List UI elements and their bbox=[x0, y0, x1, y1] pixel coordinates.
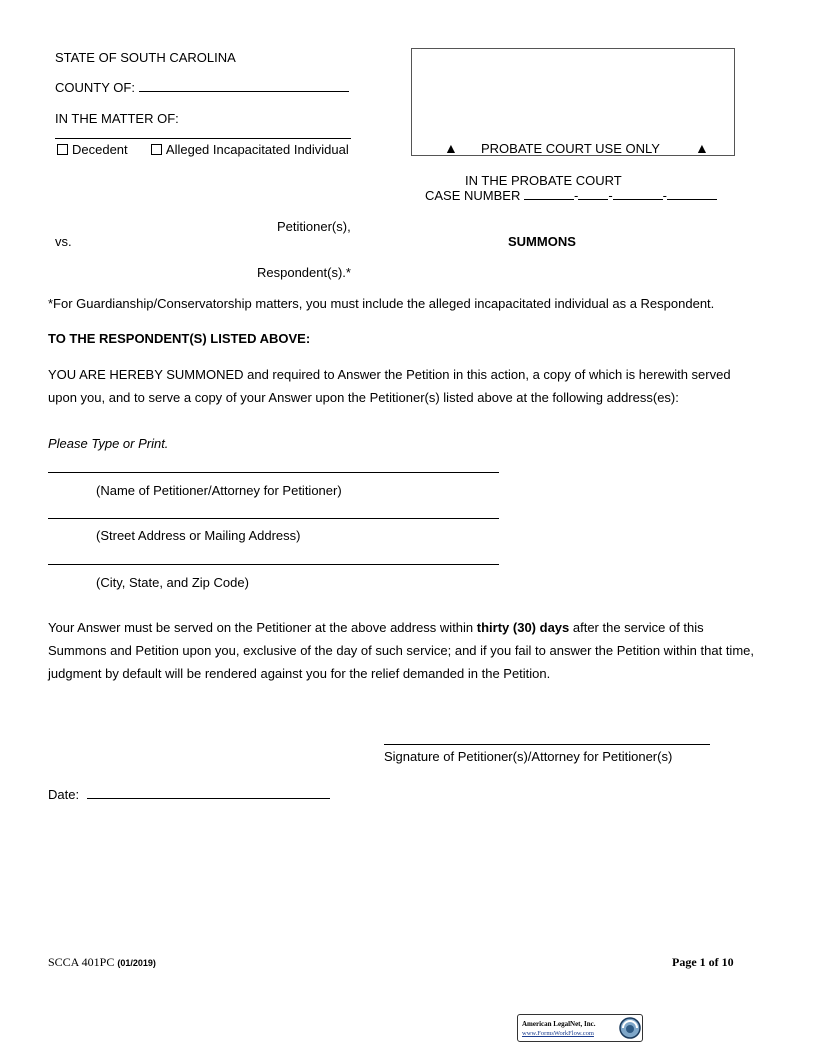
state-line bbox=[55, 50, 236, 65]
decedent-checkbox[interactable] bbox=[57, 144, 68, 155]
page-current: 1 bbox=[699, 955, 706, 969]
respondent-label: Respondent(s).* bbox=[257, 265, 351, 280]
signature-caption: Signature of Petitioner(s)/Attorney for Petitioner(s) bbox=[384, 749, 673, 764]
triangle-up-icon: ▲ bbox=[695, 140, 709, 156]
county-line bbox=[55, 80, 349, 95]
triangle-up-icon: ▲ bbox=[444, 140, 458, 156]
probate-court-use-box bbox=[411, 48, 735, 156]
case-number-field-2[interactable] bbox=[578, 188, 608, 200]
signature-field[interactable] bbox=[384, 744, 710, 745]
petitioner-name-field[interactable] bbox=[48, 472, 499, 473]
petitioner-name-caption: (Name of Petitioner/Attorney for Petitioner) bbox=[96, 483, 342, 498]
american-legalnet-logo bbox=[517, 1014, 643, 1042]
page-total: 10 bbox=[721, 955, 734, 969]
logo-url: www.FormsWorkFlow.com bbox=[522, 1030, 594, 1037]
case-number-field-1[interactable] bbox=[524, 188, 574, 200]
court-name: IN THE PROBATE COURT bbox=[465, 173, 622, 188]
page-of: of bbox=[708, 955, 719, 969]
page-word: Page bbox=[672, 955, 697, 969]
to-respondents-heading: TO THE RESPONDENT(S) LISTED ABOVE: bbox=[48, 331, 311, 346]
answer-text-2: after the service of this Summons and Petition upon you, exclusive of the day of such service; and if you fail to answer the Petition within that time, judgment by default will be rendered against you for the relief demanded in the Petition. bbox=[48, 620, 754, 681]
street-address-caption: (Street Address or Mailing Address) bbox=[96, 528, 301, 543]
form-code bbox=[48, 955, 156, 970]
incapacitated-label: Alleged Incapacitated Individual bbox=[165, 142, 349, 157]
globe-icon bbox=[619, 1017, 641, 1039]
street-address-field[interactable] bbox=[48, 518, 499, 519]
date-field[interactable] bbox=[87, 787, 330, 799]
case-number-field-4[interactable] bbox=[667, 188, 717, 200]
matter-label: IN THE MATTER OF: bbox=[55, 111, 179, 126]
city-state-zip-field[interactable] bbox=[48, 564, 499, 565]
summons-paragraph: YOU ARE HEREBY SUMMONED and required to Answer the Petition in this action, a copy of which is herewith served upon you, and to serve a copy of your Answer upon the Petitioner(s) listed above at the following address(es): bbox=[48, 367, 731, 405]
page-number bbox=[672, 955, 734, 970]
court-use-label: PROBATE COURT USE ONLY bbox=[481, 141, 660, 156]
city-state-zip-caption: (City, State, and Zip Code) bbox=[96, 575, 249, 590]
form-revision: (01/2019) bbox=[117, 958, 156, 968]
incapacitated-checkbox[interactable] bbox=[151, 144, 162, 155]
matter-line bbox=[55, 111, 179, 126]
date-line bbox=[48, 787, 330, 802]
state-label: STATE OF SOUTH CAROLINA bbox=[55, 50, 236, 65]
case-number-label: CASE NUMBER bbox=[425, 188, 521, 203]
petitioner-label: Petitioner(s), bbox=[277, 219, 351, 234]
case-number-field-3[interactable] bbox=[613, 188, 663, 200]
case-number-line: CASE NUMBER - - - bbox=[425, 188, 717, 203]
guardianship-footnote: *For Guardianship/Conservatorship matters, you must include the alleged incapacitated individual as a Respondent. bbox=[48, 296, 715, 311]
form-title: SUMMONS bbox=[508, 234, 576, 249]
please-type-note: Please Type or Print. bbox=[48, 436, 169, 451]
date-label: Date: bbox=[48, 787, 80, 802]
county-label: COUNTY OF: bbox=[55, 80, 135, 95]
county-field[interactable] bbox=[139, 80, 349, 92]
answer-deadline: thirty (30) days bbox=[476, 620, 570, 635]
form-code-label: SCCA 401PC bbox=[48, 955, 115, 969]
vs-label: vs. bbox=[55, 234, 72, 249]
matter-field[interactable] bbox=[55, 138, 351, 139]
decedent-label: Decedent bbox=[72, 142, 128, 157]
answer-text-1: Your Answer must be served on the Petitioner at the above address within bbox=[48, 620, 477, 635]
logo-company: American LegalNet, Inc. bbox=[522, 1020, 596, 1028]
answer-paragraph bbox=[48, 616, 758, 685]
type-checkboxes bbox=[57, 142, 349, 157]
